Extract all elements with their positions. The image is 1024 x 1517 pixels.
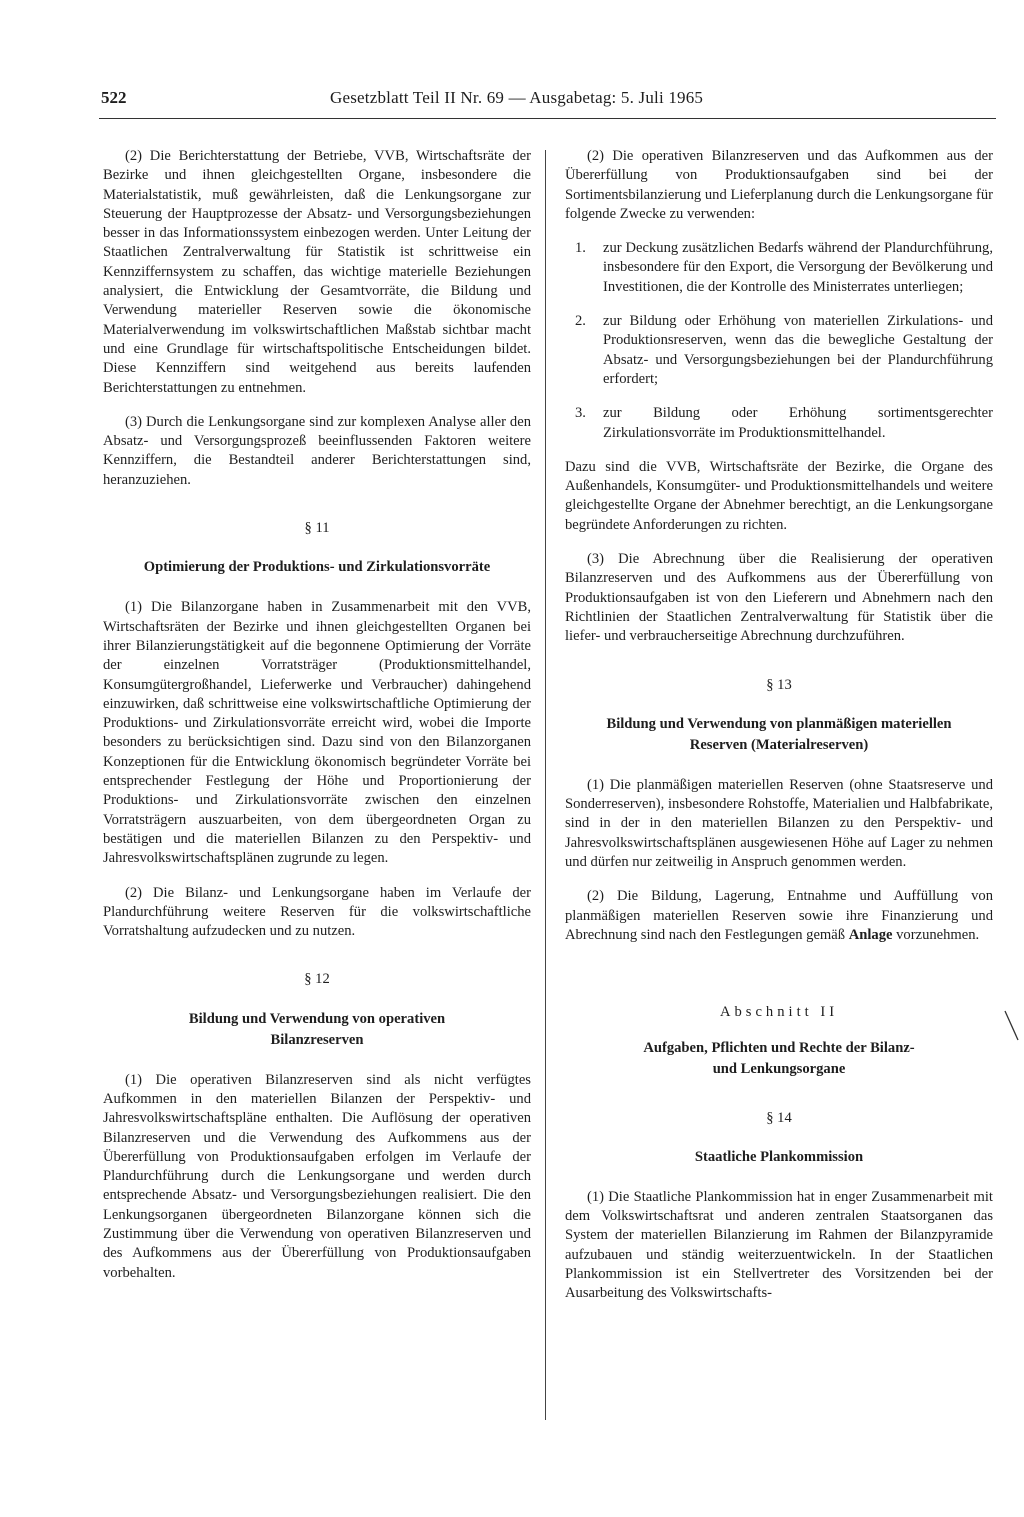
list-item	[565, 312, 993, 389]
part-title	[565, 1038, 993, 1080]
paragraph: (2) Die operativen Bilanzreserven und das Aufkommen aus der Übererfüllung von Produktionsaufgaben sind bei der Sortimentsbilanzierung und Lieferplanung durch die Lenkungsorgane für folgende Zwecke zu verwenden:	[565, 148, 993, 222]
header-rule	[99, 118, 996, 119]
section-number: § 14	[766, 1109, 792, 1126]
paragraph: Dazu sind die VVB, Wirtschaftsräte der Bezirke, die Organe des Außenhandels, Konsumgüter- und Produktionsmittelhandels und weitere gleichgestellte Organe der Abnehmer berechtigt, an die Lenkungsorgane begründete Anforderungen zu richten.	[565, 458, 993, 533]
section-title-line: Bildung und Verwendung von operativen	[188, 1010, 446, 1027]
paragraph: (3) Durch die Lenkungsorgane sind zur komplexen Analyse aller den Absatz- und Versorgungsprozeß beeinflussenden Faktoren weitere Kennziffern, die Bestandteil anderer Berichterstattungen sind, heranzuziehen.	[103, 413, 531, 488]
running-header-title: Gesetzblatt Teil II Nr. 69 — Ausgabetag: 5. Juli 1965	[330, 88, 704, 107]
paragraph: (2) Die Berichterstattung der Betriebe, VVB, Wirtschaftsräte der Bezirke und ihnen gleichgestellten Organe, insbesondere die Materialstatistik, muß gewährleisten, daß die Lenkungsorgane zur Steuerung der Hauptprozesse der Absatz- und Versorgungsbeziehungen besser in das Informationssystem einbezogen werden. Unter Leitung der Staatlichen Zentralverwaltung für Statistik ist schrittweise ein Kennziffernsystem zu schaffen, das wichtige materielle Beziehungen analysiert, die Entwicklung der Gesamtvorräte, die Bildung und Verwendung materieller Reserven sowie die ökonomische Materialverwendung im volkswirtschaftlichen Maßstab sichtbar macht und eine Grundlage für wirtschaftspolitische Entscheidungen bildet. Diese Kennziffern sind weitgehend aus bereits laufenden Berichterstattungen zu entnehmen.	[103, 148, 531, 396]
section-title: Optimierung der Produktions- und Zirkulationsvorräte	[143, 559, 491, 576]
section-title	[103, 1009, 531, 1051]
section-title: Staatliche Plankommission	[694, 1148, 864, 1165]
list-item	[565, 239, 993, 297]
numbered-list	[565, 239, 993, 443]
paragraph: (2) Die Bilanz- und Lenkungsorgane haben im Verlaufe der Plandurchführung weitere Reserven für die volkswirtschaftliche Vorratshaltung aufzudecken und zu nutzen.	[103, 884, 531, 940]
list-item-number: 1.	[575, 240, 586, 257]
scan-mark	[1004, 1010, 1020, 1042]
section-number: § 12	[304, 971, 330, 988]
list-item-number: 3.	[575, 405, 586, 422]
column-divider	[545, 150, 546, 1420]
paragraph: (1) Die Staatliche Plankommission hat in enger Zusammenarbeit mit dem Volkswirtschaftsrat und anderen zentralen Staatsorganen das System der materiellen Bilanzierung im Rahmen der Bilanzpyramide aufzubauen und ständig weiterzuentwickeln. In der Staatlichen Plankommission ist ein Stellvertreter des Vorsitzenden bei der Ausarbeitung des Volkswirtschafts-	[565, 1188, 993, 1302]
section-title-line: Reserven (Materialreserven)	[689, 736, 869, 753]
paragraph: (1) Die Bilanzorgane haben in Zusammenarbeit mit den VVB, Wirtschaftsräten der Bezirke und ihnen gleichgestellten Organen bei ihrer Bilanzierungstätigkeit auf die begonnene Optimierung der Vorräte der einzelnen Vorratsträger (Produktionsmittelhandel, Konsumgütergroßhandel, Lieferwerke und Verbraucher) dahingehend einzuwirken, daß schrittweise eine volkswirtschaftliche Optimierung der Produktions- und Zirkulationsvorräte erreicht wird, wobei die Importe besonders zu berücksichtigen sind. Dazu sind von den Bilanzorganen Konzeptionen für die Entwicklung ökonomisch begründeter Vorräte bei entsprechender Festlegung der Höhe und Proportionierung der Produktions- und Zirkulationsvorräte zwischen den einzelnen Vorratsträgern auszuarbeiten, von dem übergeordneten Organ zu bestätigen und die materiellen Bilanzen zu den Perspektiv- und Jahresvolkswirtschaftsplänen zugrunde zu legen.	[103, 599, 531, 867]
part-title-line: Aufgaben, Pflichten und Rechte der Bilanz-	[643, 1039, 915, 1056]
paragraph: (3) Die Abrechnung über die Realisierung der operativen Bilanzreserven und des Aufkommens aus der Übererfüllung von Produktionsaufgaben ist von den Lieferern und Abnehmern nach den Richtlinien der Staatlichen Zentralverwaltung für Statistik über die liefer- und verbraucherseitige Abrechnung durchzuführen.	[565, 551, 993, 645]
list-item-number: 2.	[575, 313, 586, 330]
section-number: § 13	[766, 676, 792, 693]
list-item-text: zur Deckung zusätzlichen Bedarfs während der Plandurchführung, insbesondere für den Export, die Versorgung der Bevölkerung und Investitionen, die der Kontrolle des Ministerrates unterliegen;	[603, 240, 993, 295]
page-number: 522	[101, 88, 127, 107]
paragraph: (1) Die operativen Bilanzreserven sind als nicht verfügtes Aufkommen in den materiellen Bilanzen der Perspektiv- und Jahresvolkswirtschaftspläne enthalten. Die Auflösung der operativen Bilanzreserven und die Verwendung des Aufkommens aus der Übererfüllung von Produktionsaufgaben erfolgen im Verlaufe der Plandurchführung durch die Lenkungsorgane und werden durch entsprechende Absatz- und Versorgungsbeziehungen realisiert. Die den Lenkungsorganen übergeordneten Bilanzorgane können sich die Zustimmung über die Verwendung von operativen Bilanzreserven und des Aufkommens aus der Übererfüllung von Produktionsaufgaben vorbehalten.	[103, 1071, 531, 1281]
paragraph-text: vorzunehmen.	[892, 926, 980, 943]
part-heading: Abschnitt II	[719, 1004, 839, 1021]
annex-reference: Anlage	[848, 926, 893, 943]
part-title-line: und Lenkungsorgane	[712, 1060, 846, 1077]
paragraph	[565, 887, 993, 945]
list-item-text: zur Bildung oder Erhöhung sortimentsgerechter Zirkulationsvorräte im Produktionsmittelhandel.	[603, 405, 993, 441]
list-item-text: zur Bildung oder Erhöhung von materiellen Zirkulations- und Produktionsreserven, wenn das die bewegliche Gestaltung der Absatz- und Versorgungsbeziehungen bei der Plandurchführung erfordert;	[603, 313, 993, 387]
paragraph: (1) Die planmäßigen materiellen Reserven (ohne Staatsreserve und Sonderreserven), insbesondere Rohstoffe, Materialien und Halbfabrikate, sind in der in den materiellen Bilanzen zu den Perspektiv- und Jahresvolkswirtschaftsplänen ausgewiesenen Höhe auf Lager zu nehmen und dürfen nur zeitweilig in Anspruch genommen werden.	[565, 776, 993, 871]
right-column	[565, 147, 993, 1319]
left-column	[103, 147, 531, 1298]
paragraph-text: (2) Die Bildung, Lagerung, Entnahme und Auffüllung von planmäßigen materiellen Reserven sowie ihre Finanzierung und Abrechnung sind nach den Festlegungen gemäß	[565, 888, 993, 943]
section-title-line: Bildung und Verwendung von planmäßigen materiellen	[606, 715, 952, 732]
section-title	[565, 714, 993, 756]
section-title-line: Bilanzreserven	[270, 1031, 364, 1048]
list-item	[565, 404, 993, 443]
section-number: § 11	[304, 520, 330, 537]
